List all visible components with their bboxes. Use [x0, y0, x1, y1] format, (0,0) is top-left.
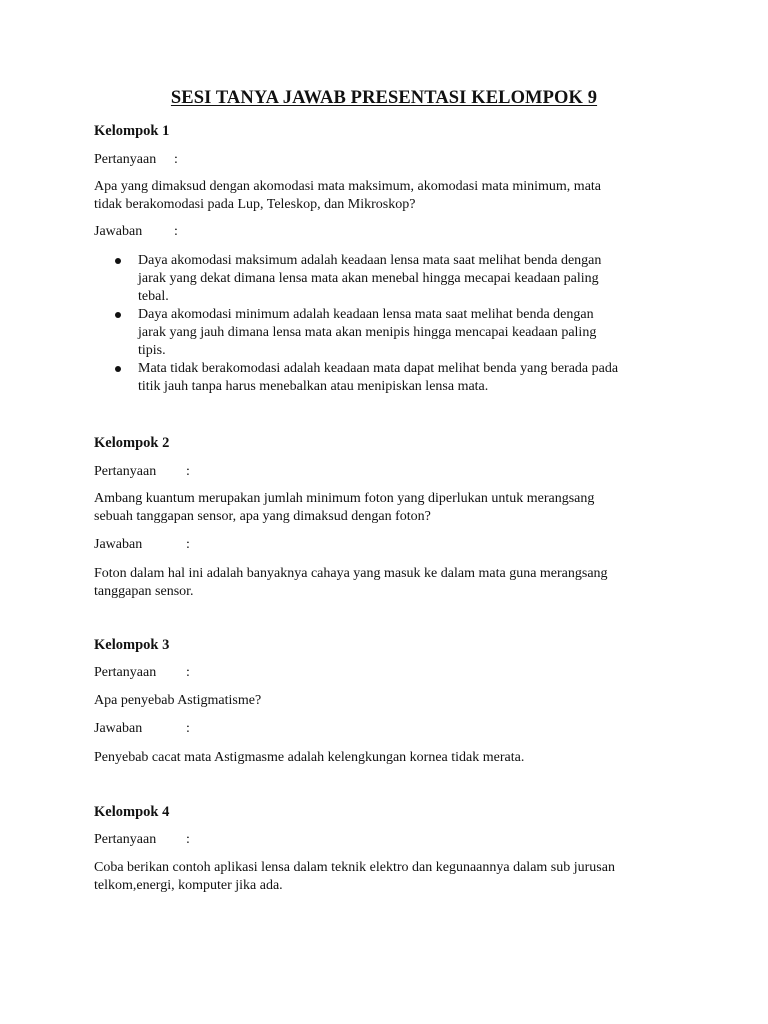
question-label-1 — [94, 151, 178, 169]
question-line: Coba berikan contoh aplikasi lensa dalam teknik elektro dan kegunaannya dalam sub jurusan — [94, 860, 615, 875]
answer-colon: : — [186, 721, 190, 736]
bullet-icon — [115, 366, 121, 372]
answer-colon: : — [186, 537, 190, 552]
document-title: SESI TANYA JAWAB PRESENTASI KELOMPOK 9 — [170, 88, 598, 108]
answer-label-2 — [94, 536, 190, 554]
question-text-4 — [94, 859, 684, 895]
bullet-line: jarak yang dekat dimana lensa mata akan menebal hingga mecapai keadaan paling — [138, 271, 599, 286]
question-label-text: Pertanyaan — [94, 152, 157, 167]
bullet-line: Mata tidak berakomodasi adalah keadaan mata dapat melihat benda yang berada pada — [138, 361, 619, 376]
answer-line: Penyebab cacat mata Astigmasme adalah kelengkungan kornea tidak merata. — [94, 750, 525, 765]
answer-text-2 — [94, 565, 684, 601]
group-heading-4: Kelompok 4 — [94, 804, 170, 820]
answer-label-text: Jawaban — [94, 721, 143, 736]
question-line: Apa penyebab Astigmatisme? — [94, 693, 262, 708]
question-label-text: Pertanyaan — [94, 832, 157, 847]
answer-line: tanggapan sensor. — [94, 584, 194, 599]
bullet-icon — [115, 258, 121, 264]
answer-text-3 — [94, 749, 684, 767]
group-heading-1: Kelompok 1 — [94, 123, 170, 139]
question-label-3 — [94, 664, 190, 682]
answer-colon: : — [174, 224, 178, 239]
question-colon: : — [186, 665, 190, 680]
answer-label-3 — [94, 720, 190, 738]
question-text-3 — [94, 692, 684, 710]
bullet-icon — [115, 312, 121, 318]
question-line: Ambang kuantum merupakan jumlah minimum foton yang diperlukan untuk merangsang — [94, 491, 595, 506]
group-heading-3: Kelompok 3 — [94, 637, 170, 653]
question-line: telkom,energi, komputer jika ada. — [94, 878, 283, 893]
bullet-line: tipis. — [138, 343, 166, 358]
question-colon: : — [186, 832, 190, 847]
question-text-2 — [94, 490, 684, 526]
question-colon: : — [174, 152, 178, 167]
bullet-line: Daya akomodasi maksimum adalah keadaan lensa mata saat melihat benda dengan — [138, 253, 602, 268]
bullet-line: titik jauh tanpa harus menebalkan atau menipiskan lensa mata. — [138, 379, 489, 394]
answer-label-text: Jawaban — [94, 537, 143, 552]
question-label-4 — [94, 831, 190, 849]
bullet-line: Daya akomodasi minimum adalah keadaan lensa mata saat melihat benda dengan — [138, 307, 594, 322]
question-text-1 — [94, 178, 684, 214]
bullet-line: tebal. — [138, 289, 169, 304]
question-label-text: Pertanyaan — [94, 665, 157, 680]
answer-bullet-list-1 — [94, 252, 684, 396]
answer-label-1 — [94, 223, 178, 241]
group-heading-2: Kelompok 2 — [94, 435, 170, 451]
bullet-line: jarak yang jauh dimana lensa mata akan menipis hingga mencapai keadaan paling — [138, 325, 597, 340]
answer-line: Foton dalam hal ini adalah banyaknya cahaya yang masuk ke dalam mata guna merangsang — [94, 566, 608, 581]
answer-bullet-item — [94, 252, 684, 306]
question-label-2 — [94, 463, 190, 481]
question-colon: : — [186, 464, 190, 479]
answer-label-text: Jawaban — [94, 224, 143, 239]
question-line: sebuah tanggapan sensor, apa yang dimaksud dengan foton? — [94, 509, 431, 524]
answer-bullet-item — [94, 360, 684, 396]
question-line: Apa yang dimaksud dengan akomodasi mata maksimum, akomodasi mata minimum, mata — [94, 179, 602, 194]
question-line: tidak berakomodasi pada Lup, Teleskop, dan Mikroskop? — [94, 197, 416, 212]
answer-bullet-item — [94, 306, 684, 360]
question-label-text: Pertanyaan — [94, 464, 157, 479]
